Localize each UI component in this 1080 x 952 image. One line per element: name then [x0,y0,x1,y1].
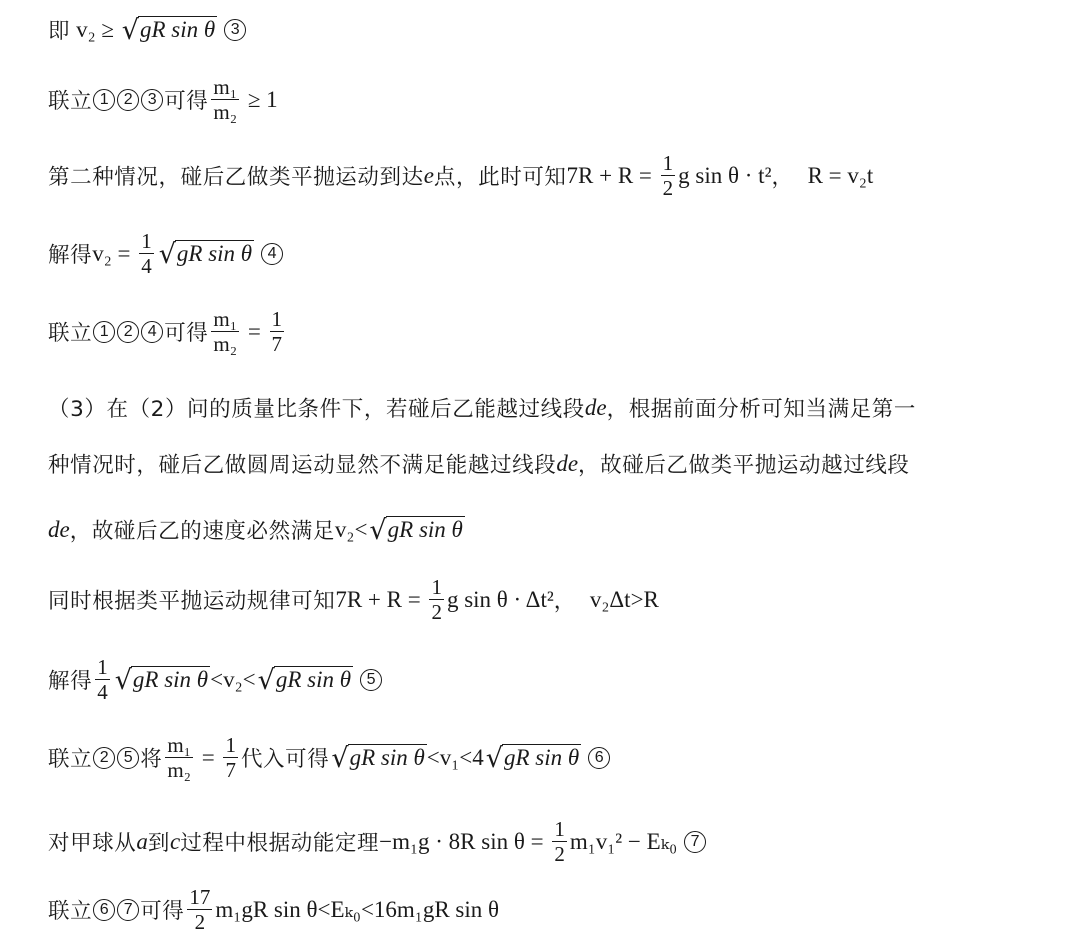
line-5 [48,308,1056,355]
line-3 [48,152,1056,199]
fraction [429,576,444,623]
circled-number: 7 [684,831,706,853]
math-expr: = [195,744,221,770]
numerator: 1 [662,151,674,175]
math-expr: R = v₂t [807,162,874,188]
text: 即 [48,19,71,44]
numerator: 1 [431,575,442,599]
text: 联立 [48,899,93,925]
sqrt-expr: √ gR sin θ [485,743,580,775]
line-7 [48,448,1056,479]
denominator: m₂ [213,100,238,125]
denominator: 2 [554,842,565,867]
circled-number: 3 [224,19,246,41]
line-10 [48,656,1056,703]
text: 种情况时，碰后乙做圆周运动显然不满足能越过线段 [48,453,557,478]
fraction [139,230,154,277]
circled-number: 5 [360,669,382,691]
math-expr: −m₁g · 8R sin θ = [379,828,550,854]
circled-number: 1 [93,89,115,111]
circled-number: 7 [117,899,139,921]
math-expr: v₂Δt>R [589,586,659,612]
math-expr: m₁gR sin θ<Eₖ₀<16m₁gR sin θ [215,896,500,922]
line-6 [48,392,1056,423]
fraction [211,76,239,123]
sqrt-expr: √ gR sin θ [121,15,216,46]
text: 代入可得 [240,747,330,773]
radicand: gR sin θ [503,745,580,771]
text: 对甲球从 [48,831,137,857]
line-1 [48,14,1056,45]
denominator: 2 [662,176,674,201]
sqrt-expr: √ gR sin θ [257,665,352,697]
fraction [187,886,212,933]
math-expr: g sin θ · t² [678,162,772,188]
circled-number: 2 [117,321,139,343]
denominator: 2 [194,910,206,935]
math-var: de [584,394,607,420]
text: 到 [147,831,171,857]
radicand: gR sin θ [139,17,216,42]
radicand: gR sin θ [349,745,425,771]
numerator: 1 [554,817,565,841]
math-expr: 7R + R = [566,162,658,188]
text: 联立 [48,321,93,347]
text: 点，此时可知 [433,165,567,191]
text: 同时根据类平抛运动规律可知 [48,589,336,615]
denominator: 4 [97,680,108,705]
circled-number: 4 [141,321,163,343]
circled-number: 5 [117,747,139,769]
text: ，故碰后乙的速度必然满足 [69,519,335,544]
denominator: m₂ [167,758,191,783]
line-13 [48,886,1056,933]
sqrt-expr: √ gR sin θ [369,515,463,546]
fraction [223,734,238,781]
fraction [270,308,285,355]
text: 将 [140,747,163,773]
numerator: m₁ [213,75,238,99]
math-expr: v₂< [334,516,368,542]
numerator: 17 [189,885,211,909]
math-expr: = [242,318,267,344]
circled-number: 4 [261,243,283,265]
circled-number: 2 [93,747,115,769]
text: ， [553,589,576,615]
fraction [211,308,239,355]
text: 过程中根据动能定理 [180,831,380,857]
denominator: 2 [431,600,442,625]
math-expr: <v₂< [210,666,256,692]
math-expr: v₂ = [92,240,137,266]
sqrt-expr: √ gR sin θ [114,665,209,697]
math-var: de [556,450,579,476]
text: 可得 [140,899,185,925]
math-var: e [423,162,434,188]
text: 解得 [48,243,93,269]
numerator: 1 [97,655,108,679]
fraction [552,818,567,865]
sqrt-expr: √ gR sin θ [331,743,425,775]
numerator: 1 [271,307,283,331]
text: 第二种情况，碰后乙做类平抛运动到达 [48,165,424,191]
text: 联立 [48,747,93,773]
text: 联立 [48,89,93,115]
circled-number: 2 [117,89,139,111]
math-var: c [170,828,181,854]
circled-number: 6 [588,747,610,769]
line-8 [48,514,1056,545]
math-var: de [48,516,70,542]
radicand: gR sin θ [275,667,352,693]
line-2 [48,76,1056,123]
math-expr: v₂ ≥ [76,16,120,42]
text: （3）在（2）问的质量比条件下，若碰后乙能越过线段 [48,397,585,422]
text: 解得 [48,669,93,695]
fraction [95,656,110,703]
math-expr: ≥ 1 [242,86,278,112]
numerator: 1 [141,229,152,253]
denominator: m₂ [213,332,238,357]
text: 可得 [164,89,209,115]
circled-number: 6 [93,899,115,921]
line-11 [48,734,1056,781]
circled-number: 3 [141,89,163,111]
math-expr: <v₁<4 [426,744,484,770]
numerator: 1 [225,733,236,757]
line-4 [48,230,1056,277]
math-expr: m₁v₁² − Eₖ₀ [569,828,678,854]
text: ， [771,165,794,191]
sqrt-expr: √ gR sin θ [158,239,253,271]
denominator: 7 [225,758,236,783]
fraction [165,734,193,781]
radicand: gR sin θ [132,667,209,693]
text: ，故碰后乙做类平抛运动越过线段 [578,453,910,478]
math-expr: 7R + R = [335,586,427,612]
math-expr: g sin θ · Δt² [446,586,554,612]
text: 可得 [164,321,209,347]
numerator: m₁ [213,307,238,331]
denominator: 7 [271,332,283,357]
denominator: 4 [141,254,152,279]
math-var: a [136,828,148,854]
radicand: gR sin θ [176,241,253,267]
line-12 [48,818,1056,865]
fraction [661,152,676,199]
numerator: m₁ [167,733,191,757]
radicand: gR sin θ [387,517,463,542]
text: ，根据前面分析可知当满足第一 [606,397,916,422]
line-9 [48,576,1056,623]
circled-number: 1 [93,321,115,343]
